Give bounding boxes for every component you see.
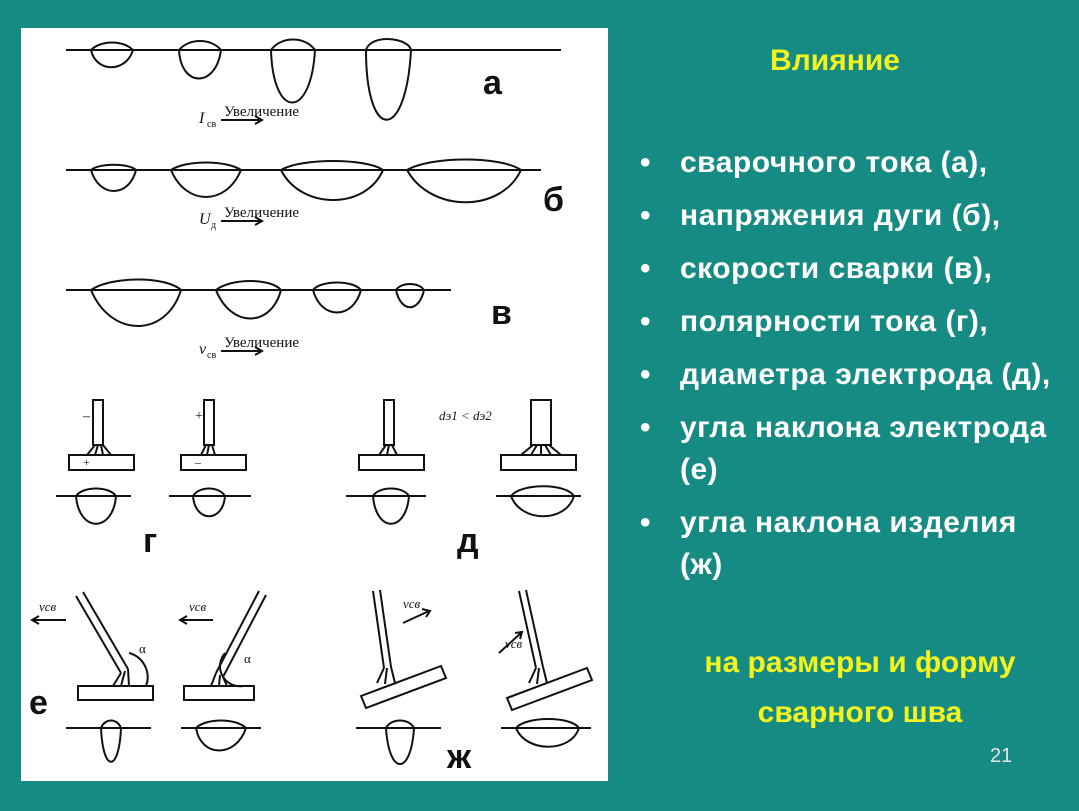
- svg-text:Увеличение: Увеличение: [224, 205, 300, 221]
- tilt-weld-shallow: [181, 721, 261, 751]
- tilt-speed-label-forward: vсв: [189, 599, 207, 614]
- diameter-weld-narrow: [346, 489, 426, 524]
- row-b-welds: [66, 160, 541, 203]
- list-item: [640, 301, 1060, 343]
- bullet-icon: •: [640, 358, 652, 391]
- svg-text:св: св: [207, 119, 217, 130]
- label-zh: ж: [447, 738, 472, 776]
- polarity-sign-top-positive: +: [195, 409, 203, 424]
- factor-list: [640, 142, 1060, 597]
- workpiece-tilt-weld-deep: [356, 721, 441, 765]
- tilt-speed-arrow-forward: [180, 616, 213, 624]
- diameter-relation-label: dэ1 < dэ2: [439, 408, 492, 423]
- polarity-sign-bottom-negative: –: [195, 455, 201, 469]
- diameter-electrode-thick: [501, 400, 576, 470]
- bullet-icon: •: [640, 506, 652, 539]
- tilt-angle-label-back: α: [139, 641, 146, 656]
- svg-text:св: св: [207, 350, 217, 361]
- polarity-electrode-positive: [181, 400, 246, 470]
- workpiece-tilt-speed-label-2: vсв: [505, 636, 523, 651]
- bullet-icon: •: [640, 305, 652, 338]
- svg-text:v: v: [199, 341, 207, 358]
- list-item: [640, 195, 1060, 237]
- label-g: г: [143, 522, 158, 560]
- workpiece-tilt-speed-arrow-1: [403, 609, 430, 623]
- list-item: [640, 354, 1060, 396]
- label-e: е: [29, 684, 48, 722]
- polarity-weld-shallow: [169, 489, 251, 517]
- bullet-text: сварочного тока (а),: [680, 146, 988, 179]
- svg-text:Увеличение: Увеличение: [224, 335, 300, 351]
- bullet-text: угла наклона изделия (ж): [680, 506, 1017, 581]
- weld-diagram-figure: [21, 28, 608, 781]
- slide-title: Влияние: [770, 44, 900, 77]
- diameter-weld-wide: [496, 486, 581, 516]
- svg-text:U: U: [199, 211, 211, 228]
- workpiece-tilt-weld-shallow: [501, 719, 591, 747]
- bullet-text: скорости сварки (в),: [680, 252, 993, 285]
- list-item: [640, 142, 1060, 184]
- diameter-electrode-thin: [359, 400, 424, 470]
- label-d: д: [457, 522, 479, 560]
- row-a-caption: [198, 104, 299, 130]
- tilt-angle-label-forward: α: [244, 651, 251, 666]
- list-item: [640, 248, 1060, 290]
- bullet-icon: •: [640, 146, 652, 179]
- row-b-caption: [199, 205, 299, 231]
- bullet-icon: •: [640, 411, 652, 444]
- conclusion-text: на размеры и форму сварного шва: [704, 646, 1016, 729]
- bullet-text: напряжения дуги (б),: [680, 199, 1001, 232]
- polarity-electrode-negative: [69, 400, 134, 470]
- label-b: б: [543, 181, 565, 219]
- bullet-icon: •: [640, 199, 652, 232]
- page-number: 21: [990, 745, 1013, 767]
- svg-text:д: д: [211, 220, 217, 231]
- row-v-welds: [66, 280, 451, 327]
- tilt-weld-deep: [66, 721, 151, 762]
- tilt-speed-arrow-back: [32, 616, 66, 624]
- bullet-text: угла наклона электрода (е): [680, 411, 1047, 486]
- list-item: [640, 407, 1060, 491]
- workpiece-tilt-speed-label-1: vсв: [403, 596, 421, 611]
- bullet-text: полярности тока (г),: [680, 305, 989, 338]
- label-v: в: [491, 294, 512, 332]
- tilt-speed-label-back: vсв: [39, 599, 57, 614]
- svg-text:I: I: [199, 110, 205, 127]
- bullet-icon: •: [640, 252, 652, 285]
- svg-text:Увеличение: Увеличение: [224, 104, 300, 120]
- polarity-weld-deep: [56, 489, 131, 524]
- weld-diagram-drawing: [21, 28, 608, 781]
- label-a: а: [483, 64, 502, 102]
- polarity-sign-bottom-positive: +: [83, 455, 90, 469]
- polarity-sign-top-negative: –: [83, 409, 90, 424]
- bullet-text: диаметра электрода (д),: [680, 358, 1051, 391]
- row-v-caption: [199, 335, 299, 361]
- list-item: [640, 502, 1060, 586]
